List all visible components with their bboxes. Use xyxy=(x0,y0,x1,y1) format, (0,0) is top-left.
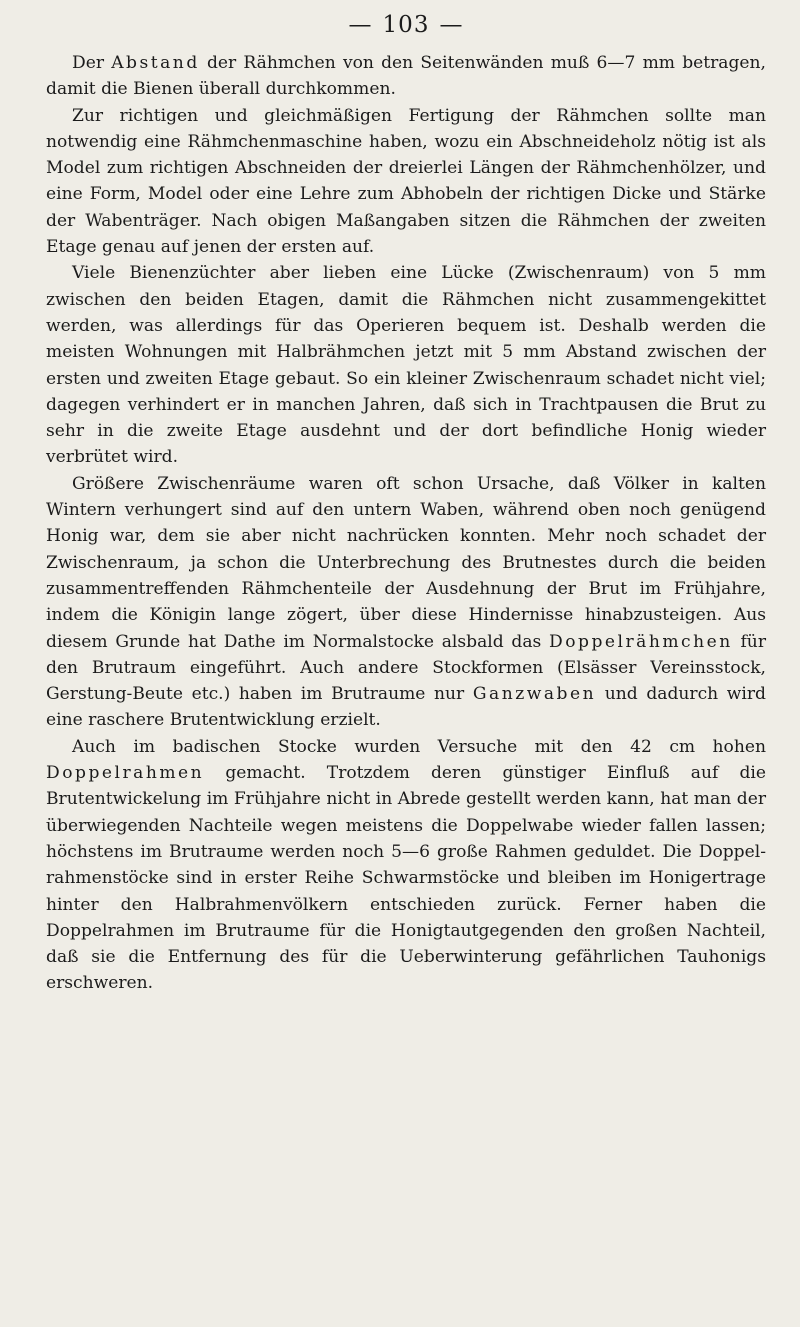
text-segment: Größere Zwischenräume waren oft schon Ursache, daß Völker in kalten Wintern verhungert sind auf den untern Waben, während oben noch genügend Honig war, dem sie aber nicht nachrücken konnten. Mehr noch schadet der Zwischenraum, ja schon die Unterbrechung des Brutnestes durch die beiden zusammentreffenden Rähmchenteile der Ausdehnung der Brut im Frühjahre, indem die Königin lange zögert, über diese Hindernisse hinabzusteigen. Aus diesem Grunde hat Dathe im Normalstocke alsbald das xyxy=(46,473,766,652)
paragraph-abstand xyxy=(46,50,766,103)
paragraph-zwischenraeume xyxy=(46,471,766,734)
text-segment: Viele Bienenzüchter aber lieben eine Lücke (Zwischenraum) von 5 mm zwischen den beiden Etagen, damit die Rähmchen nicht zusammengekittet werden, was allerdings für das Operieren bequem ist. Deshalb werden die meisten Wohnungen mit Halbrähmchen jetzt mit 5 mm Abstand zwischen der ersten und zweiten Etage gebaut. So ein kleiner Zwischenraum schadet nicht viel; dagegen verhindert er in manchen Jahren, daß sich in Trachtpausen die Brut zu sehr in die zweite Etage ausdehnt und der dort befindliche Honig wieder verbrütet wird. xyxy=(46,263,766,468)
body-text xyxy=(46,50,766,997)
text-segment: der Rähmchen von den Seitenwänden muß 6—7 mm betragen, damit die Bienen überall durchkommen. xyxy=(46,53,766,100)
text-segment: für den Brutraum eingeführt. Auch andere Stockformen (Elsässer Vereinsstock, Gerstung-Beute etc.) haben im Brutraume nur xyxy=(46,631,766,705)
paragraph-luecke xyxy=(46,260,766,470)
emphasis-doppelrahmen: Doppelrahmen xyxy=(46,763,205,784)
text-segment: gemacht. Trotzdem deren günstiger Einfluß auf die Brutentwickelung im Frühjahre nicht in Abrede gestellt werden kann, hat man der überwiegenden Nachteile wegen meistens die Doppelwabe wieder fallen lassen; höchstens im Brutraume werden noch 5—6 große Rahmen geduldet. Die Doppelrahmenstöcke sind in erster Reihe Schwarmstöcke und bleiben im Honigertrage hinter den Halbrahmenvölkern entschieden zurück. Ferner haben die Doppelrahmen im Brutraume für die Honigtautgegenden den großen Nachteil, daß sie die Entfernung des für die Ueberwinterung gefährlichen Tauhonigs erschweren. xyxy=(46,763,766,994)
text-segment: Auch im badischen Stocke wurden Versuche mit den 42 cm hohen xyxy=(72,736,766,757)
paragraph-fertigung xyxy=(46,103,766,261)
text-segment: Zur richtigen und gleichmäßigen Fertigung der Rähmchen sollte man notwendig eine Rähmchenmaschine haben, wozu ein Abschneideholz nötig ist als Model zum richtigen Abschneiden der dreierlei Längen der Rähmchenhölzer, und eine Form, Model oder eine Lehre zum Abhobeln der richtigen Dicke und Stärke der Wabenträger. Nach obigen Maßangaben sitzen die Rähmchen der zweiten Etage genau auf jenen der ersten auf. xyxy=(46,105,766,258)
text-segment: und dadurch wird eine raschere Brutentwicklung erzielt. xyxy=(46,684,766,731)
book-page xyxy=(46,12,766,1312)
paragraph-badisch xyxy=(46,734,766,997)
emphasis-abstand: Abstand xyxy=(111,53,200,73)
page-number: — 103 — xyxy=(46,12,766,38)
emphasis-doppelraehmchen: Doppelrähmchen xyxy=(549,631,733,652)
emphasis-ganzwaben: Ganzwaben xyxy=(472,684,597,705)
text-segment: Der xyxy=(72,53,112,73)
